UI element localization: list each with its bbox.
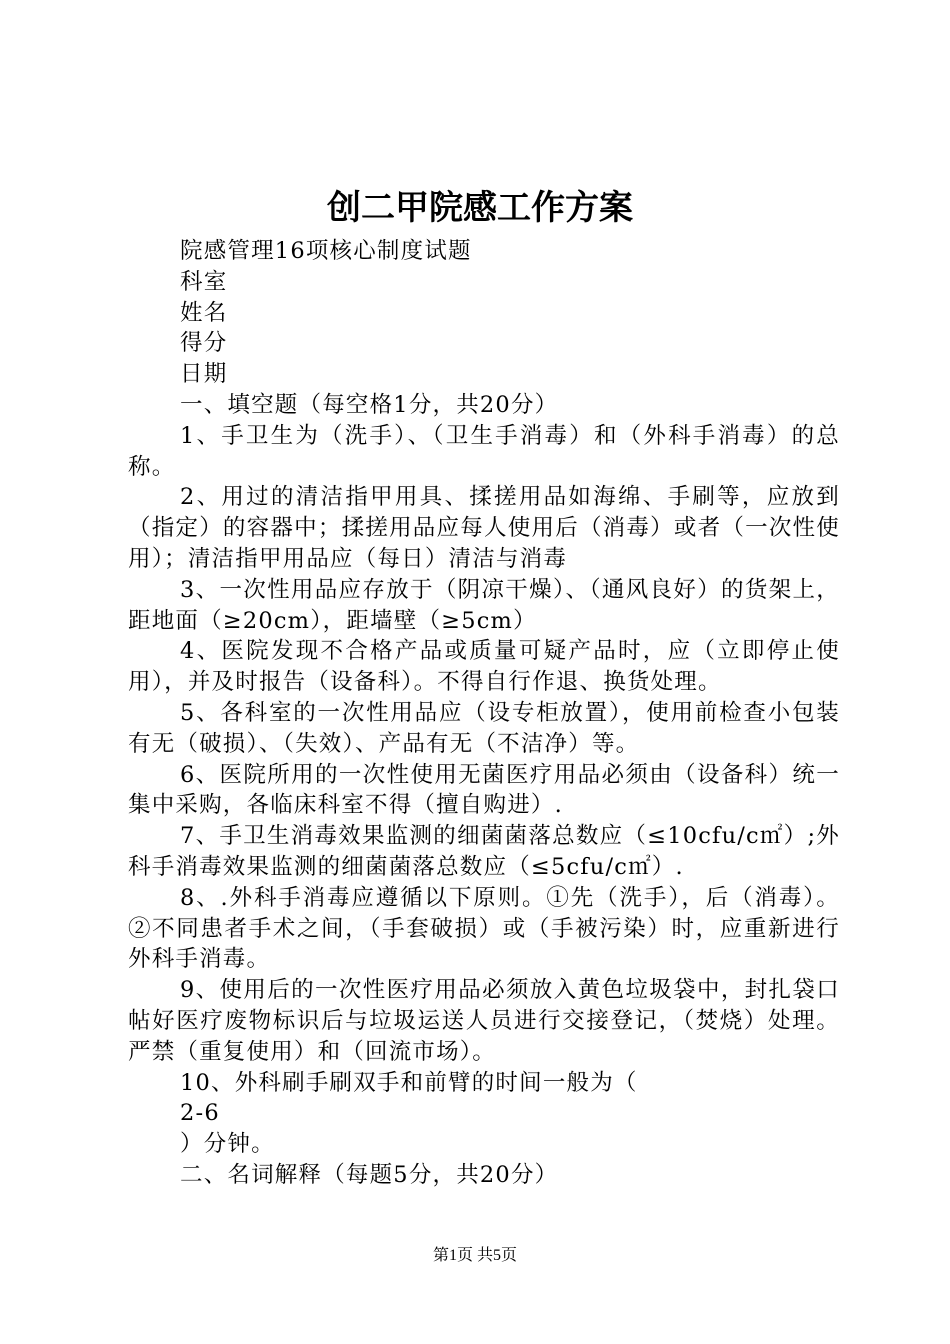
answer-value: 2-6 <box>180 1100 220 1127</box>
document-title: 创二甲院感工作方案 <box>327 188 633 228</box>
page-footer: 第1页 共5页 <box>432 1247 517 1264</box>
question-item: 6、医院所用的一次性使用无菌医疗用品必须由（设备科）统一集中采购，各临床科室不得（擅自购进）. <box>128 761 840 819</box>
question-item: 9、使用后的一次性医疗用品必须放入黄色垃圾袋中，封扎袋口帖好医疗废物标识后与垃圾运送人员进行交接登记，（焚烧）处理。严禁（重复使用）和（回流市场）。 <box>128 977 840 1065</box>
document-body <box>128 236 840 1191</box>
question-item: 2、用过的清洁指甲用具、揉搓用品如海绵、手刷等，应放到（指定）的容器中；揉搓用品应每人使用后（消毒）或者（一次性使用）；清洁指甲用品应（每日）清洁与消毒 <box>128 484 840 572</box>
question-item: 8、.外科手消毒应遵循以下原则。①先（洗手），后（消毒）。②不同患者手术之间，（手套破损）或（手被污染）时，应重新进行外科手消毒。 <box>128 884 840 973</box>
section-heading-fill-in: 一、填空题（每空格1分，共20分） <box>180 391 559 418</box>
question-item: 5、各科室的一次性用品应（设专柜放置），使用前检查小包装有无（破损）、（失效）、产品有无（不洁净）等。 <box>128 699 840 757</box>
question-item: 1、手卫生为（洗手）、（卫生手消毒）和（外科手消毒）的总称。 <box>128 422 840 480</box>
score-label: 得分 <box>180 330 228 357</box>
section-heading-definitions: 二、名词解释（每题5分，共20分） <box>180 1161 559 1188</box>
exam-title-line: 院感管理16项核心制度试题 <box>180 238 472 264</box>
answer-tail: ）分钟。 <box>180 1131 275 1158</box>
question-item: 4、医院发现不合格产品或质量可疑产品时，应（立即停止使用），并及时报告（设备科）。不得自行作退、换货处理。 <box>128 638 840 696</box>
question-item: 10、外科刷手刷双手和前臂的时间一般为（ <box>180 1069 638 1096</box>
department-label: 科室 <box>180 268 228 295</box>
question-item: 3、一次性用品应存放于（阴凉干燥）、（通风良好）的货架上，距地面（≥20cm），距墙壁（≥5cm） <box>128 576 840 634</box>
date-label: 日期 <box>180 361 228 388</box>
name-label: 姓名 <box>180 299 228 326</box>
question-item: 7、手卫生消毒效果监测的细菌菌落总数应（≤10cfu/c㎡）;外科手消毒效果监测的细菌菌落总数应（≤5cfu/c㎡）. <box>128 823 840 880</box>
